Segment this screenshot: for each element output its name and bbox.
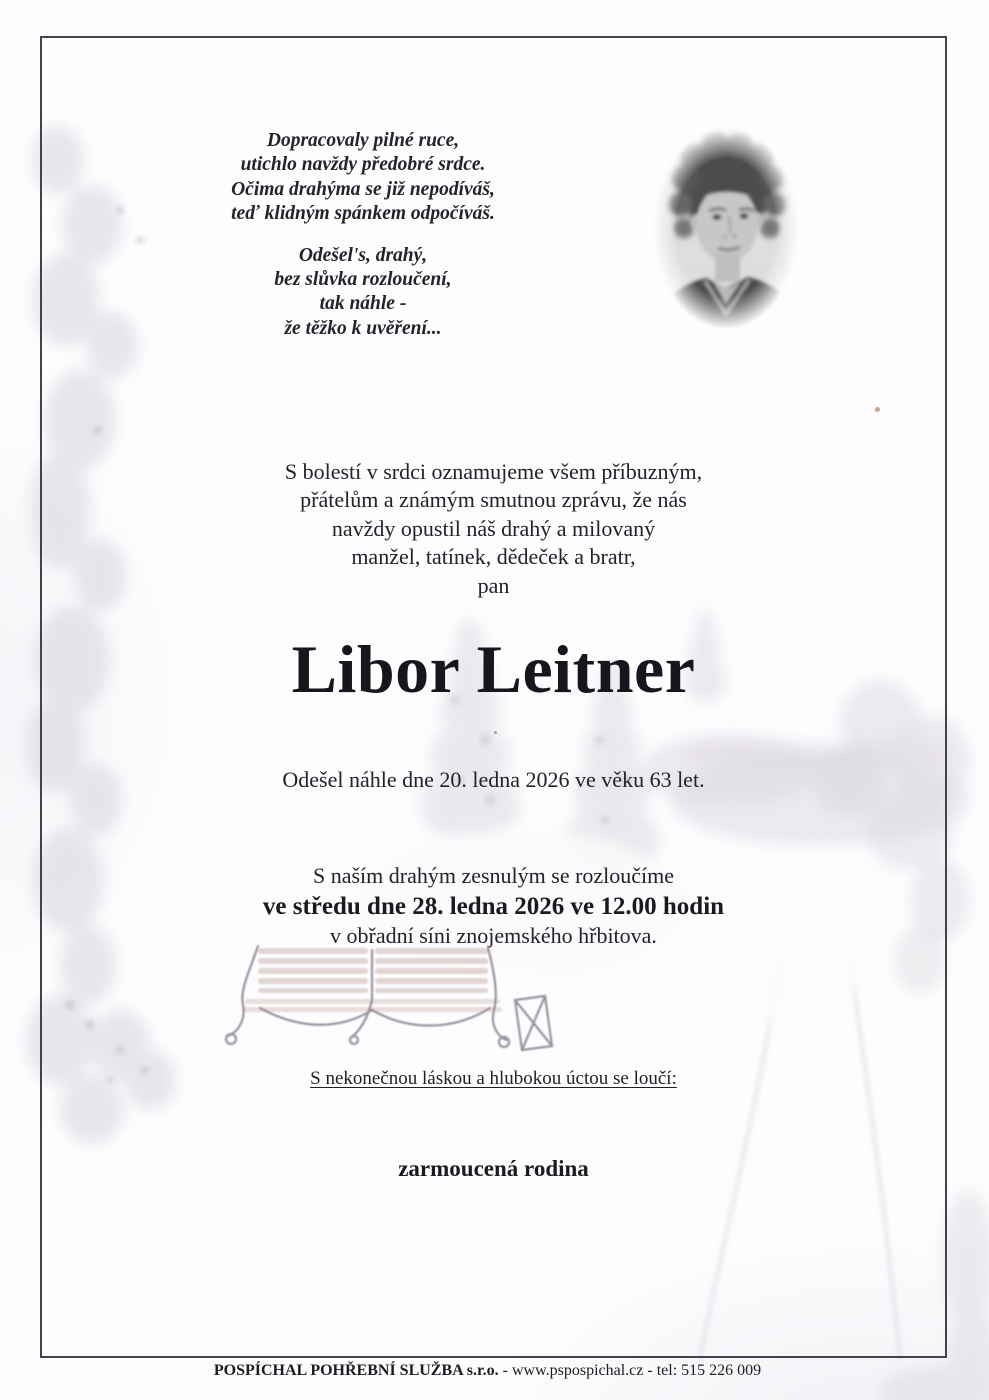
poem-stanza — [128, 244, 598, 342]
poem-line: Odešel's, drahý, — [298, 244, 428, 266]
poem-line: utichlo navždy předobré srdce. — [240, 154, 486, 176]
footer-company-name: POSPÍCHAL POHŘEBNÍ SLUŽBA s.r.o. — [213, 1362, 499, 1379]
portrait-illustration — [640, 116, 812, 354]
footer-separator: - tel: — [643, 1362, 682, 1379]
poem-line: že těžko k uvěření... — [284, 317, 442, 339]
death-info-line: Odešel náhle dne 20. ledna 2026 ve věku 63 let. — [282, 767, 705, 792]
poem-line: tak náhle - — [319, 293, 407, 315]
memorial-poem — [128, 129, 598, 341]
ceremony-intro: S naším drahým zesnulým se rozloučíme — [312, 863, 675, 888]
poem-stanza — [128, 129, 598, 227]
poem-line: teď klidným spánkem odpočíváš. — [231, 203, 495, 225]
poem-line: bez slůvka rozloučení, — [274, 269, 452, 291]
scan-artifact-dot — [494, 731, 497, 734]
announcement-line: manžel, tatínek, dědeček a bratr, — [351, 544, 636, 570]
announcement-line: navždy opustil náš drahý a milovaný — [331, 515, 656, 541]
footer-phone: 515 226 009 — [681, 1362, 762, 1379]
announcement-line: S bolestí v srdci oznamujeme všem příbuzným, — [284, 459, 703, 484]
poem-line: Očima drahýma se již nepodíváš, — [231, 178, 495, 200]
ceremony-datetime: ve středu dne 28. ledna 2026 ve 12.00 hodin — [262, 892, 725, 920]
deceased-name: Libor Leitner — [291, 631, 696, 707]
scan-artifact-dot — [875, 407, 880, 412]
footer-website: www.pspospichal.cz — [512, 1362, 644, 1379]
title-prefix: pan — [477, 572, 510, 598]
mourning-family-signature: zarmoucená rodina — [398, 1156, 589, 1181]
ceremony-place: v obřadní síni znojemského hřbitova. — [330, 922, 657, 948]
ceremony-details — [6, 862, 981, 950]
announcement-text — [6, 458, 981, 600]
poem-line: Dopracovaly pilné ruce, — [266, 130, 460, 151]
footer-separator: - — [498, 1362, 512, 1379]
farewell-line-text: S nekonečnou láskou a hlubokou úctou se loučí: — [310, 1068, 677, 1089]
announcement-line: přátelům a známým smutnou zprávu, že nás — [300, 487, 687, 513]
farewell-line — [6, 1066, 981, 1091]
funeral-home-footer — [0, 1361, 975, 1381]
portrait-photo — [640, 116, 812, 354]
